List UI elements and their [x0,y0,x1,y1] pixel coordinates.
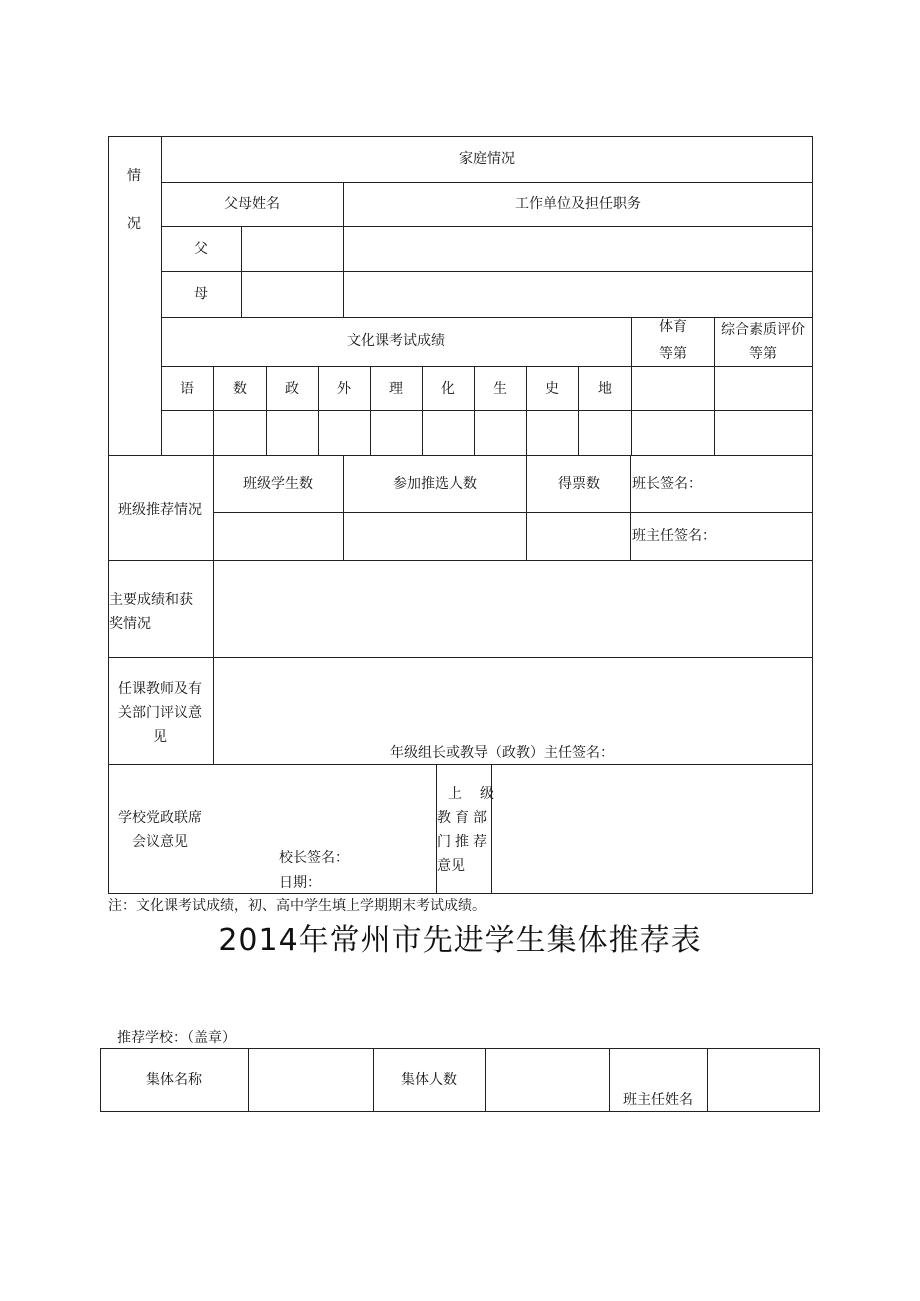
culture-scores-header: 文化课考试成绩 [347,333,445,349]
page-title: 2014年常州市先进学生集体推荐表 [218,923,702,958]
upper-dept-line-4: 意见 [437,858,465,874]
recommending-school-label: 推荐学校：（盖章） [117,1030,236,1046]
work-header: 工作单位及担任职务 [515,196,641,212]
upper-dept-line-1: 上 级 [448,786,496,802]
subject-header: 外 [337,381,351,397]
head-teacher-signature-label: 班主任签名： [632,528,716,544]
head-teacher-name-label: 班主任姓名 [623,1092,693,1108]
teacher-opinion-line-2: 关部门评议意 [118,705,202,721]
grade-leader-signature-label: 年级组长或教导（政教）主任签名： [390,745,614,761]
situation-label-char-2: 况 [127,216,141,232]
upper-dept-line-2: 教育部 [437,810,491,826]
group-size-label: 集体人数 [401,1072,457,1088]
participants-header: 参加推选人数 [393,476,477,492]
group-name-label: 集体名称 [146,1072,202,1088]
quality-grade-line-2: 等第 [749,346,777,362]
party-opinion-line-1: 学校党政联席 [118,810,202,826]
subject-header: 地 [598,381,612,397]
pe-grade-line-1: 体育 [659,319,687,335]
subject-header: 生 [493,381,507,397]
achievements-label-line-2: 奖情况 [109,616,151,632]
family-header: 家庭情况 [459,151,515,167]
subject-header: 数 [233,381,247,397]
upper-dept-line-3: 门推荐 [437,834,491,850]
principal-signature-label: 校长签名： [279,850,349,866]
teacher-opinion-line-1: 任课教师及有 [118,681,202,697]
subject-header: 理 [389,381,403,397]
party-opinion-line-2: 会议意见 [132,834,188,850]
class-recommendation-label: 班级推荐情况 [118,502,202,518]
subject-header: 政 [285,381,299,397]
subject-header: 史 [545,381,559,397]
pe-grade-line-2: 等第 [659,346,687,362]
class-students-header: 班级学生数 [243,476,313,492]
mother-label: 母 [194,286,208,302]
subject-header: 语 [180,381,194,397]
situation-label-char-1: 情 [127,168,141,184]
achievements-label-line-1: 主要成绩和获 [109,592,193,608]
father-label: 父 [194,241,208,257]
subject-header: 化 [441,381,455,397]
quality-grade-line-1: 综合素质评价 [721,322,805,338]
monitor-signature-label: 班长签名： [632,476,702,492]
teacher-opinion-line-3: 见 [153,729,167,745]
parent-name-header: 父母姓名 [224,196,280,212]
votes-header: 得票数 [558,476,600,492]
date-label: 日期： [279,875,321,891]
footnote: 注：文化课考试成绩，初、高中学生填上学期期末考试成绩。 [108,898,486,914]
